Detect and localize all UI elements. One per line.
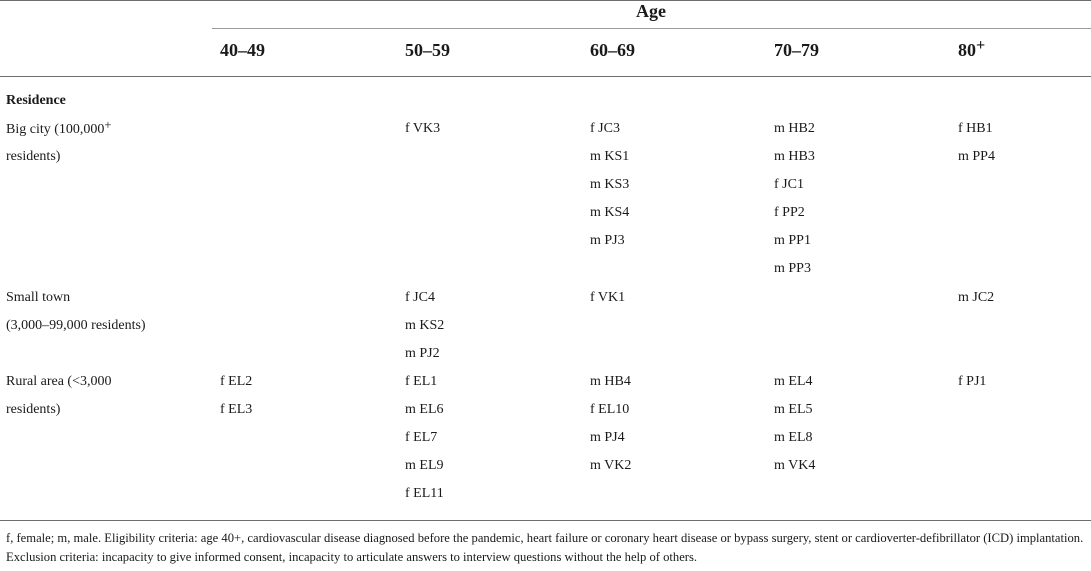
participant-code: f EL11 [405, 486, 444, 501]
participant-code: f EL1 [405, 374, 438, 389]
column-header-label: 70–79 [774, 40, 819, 60]
participant-code: m HB2 [774, 121, 815, 136]
column-header-60-69 [590, 36, 635, 64]
row-label-rural-area: Rural area (<3,000 [6, 374, 112, 389]
cell-rural-area-50-59 [405, 368, 444, 508]
participant-code: f EL7 [405, 430, 438, 445]
participant-code: m EL6 [405, 402, 444, 417]
header-bottom-rule [0, 76, 1091, 77]
participant-code: m KS4 [590, 205, 630, 220]
participant-code: m PJ2 [405, 346, 440, 361]
cell-rural-area-60-69 [590, 368, 631, 480]
participant-code: f EL3 [220, 402, 253, 417]
participant-code: m PP3 [774, 261, 811, 276]
cell-big-city-60-69 [590, 115, 629, 255]
participant-code: f PJ1 [958, 374, 987, 389]
column-header-50-59 [405, 36, 450, 64]
cell-small-town-60-69 [590, 284, 625, 312]
participant-code: m HB4 [590, 374, 631, 389]
participant-code: m PP4 [958, 149, 995, 164]
column-header-70-79 [774, 36, 819, 64]
participant-code: f EL10 [590, 402, 630, 417]
cell-rural-area-70-79 [774, 368, 815, 480]
cell-small-town-50-59 [405, 284, 444, 368]
participant-code: m KS1 [590, 149, 630, 164]
participant-code: m HB3 [774, 149, 815, 164]
participant-code: m EL5 [774, 402, 813, 417]
column-header-label: 40–49 [220, 40, 265, 60]
cell-small-town-80-plus [958, 284, 994, 312]
column-header-label: 50–59 [405, 40, 450, 60]
row-label-line1: Big city (100,000 [6, 122, 105, 137]
participant-code: m PJ4 [590, 430, 625, 445]
cell-rural-area-40-49 [220, 368, 252, 424]
column-header-40-49 [220, 36, 265, 64]
participant-code: f EL2 [220, 374, 253, 389]
row-label-superscript: + [104, 117, 112, 132]
participant-code: m JC2 [958, 290, 995, 305]
participant-code: m EL9 [405, 458, 444, 473]
section-label-residence: Residence [6, 93, 66, 108]
column-header-80-plus [958, 36, 985, 65]
participant-code: m PP1 [774, 233, 811, 248]
participant-code: f VK1 [590, 290, 626, 305]
cell-big-city-70-79 [774, 115, 815, 283]
table-top-rule [0, 0, 1091, 1]
participant-code: m KS3 [590, 177, 630, 192]
row-label-rural-area-line2: residents) [6, 402, 61, 417]
age-group-header: Age [636, 1, 666, 21]
column-header-superscript: + [976, 36, 986, 55]
participant-code: f VK3 [405, 121, 441, 136]
cell-rural-area-80-plus [958, 368, 986, 396]
row-label-big-city-line2: residents) [6, 149, 61, 164]
participant-code: f JC3 [590, 121, 620, 136]
participant-code: m KS2 [405, 318, 445, 333]
participant-code: f HB1 [958, 121, 993, 136]
cell-big-city-80-plus [958, 115, 995, 171]
participant-code: f JC1 [774, 177, 804, 192]
table-bottom-rule [0, 520, 1091, 521]
participant-code: m VK4 [774, 458, 816, 473]
row-label-big-city [6, 115, 112, 144]
column-header-label: 80 [958, 40, 976, 60]
participant-code: m EL8 [774, 430, 813, 445]
participant-code: m EL4 [774, 374, 813, 389]
row-label-small-town-line2: (3,000–99,000 residents) [6, 318, 146, 333]
table-footnote: f, female; m, male. Eligibility criteria: age 40+, cardiovascular disease diagnosed before the pandemic, heart failure or coronary heart disease or bypass surgery, stent or cardioverter-defibrillator (ICD) implantation. Exclusion criteria: incapacity to give informed consent, incapacity to articulate answers to interview questions without the help of others. [6, 531, 1084, 564]
row-label-small-town: Small town [6, 290, 71, 305]
participant-code: f PP2 [774, 205, 805, 220]
participant-code: m PJ3 [590, 233, 625, 248]
participant-code: m VK2 [590, 458, 632, 473]
age-group-underline [212, 28, 1091, 29]
cell-big-city-50-59 [405, 115, 440, 143]
participant-code: f JC4 [405, 290, 435, 305]
column-header-label: 60–69 [590, 40, 635, 60]
